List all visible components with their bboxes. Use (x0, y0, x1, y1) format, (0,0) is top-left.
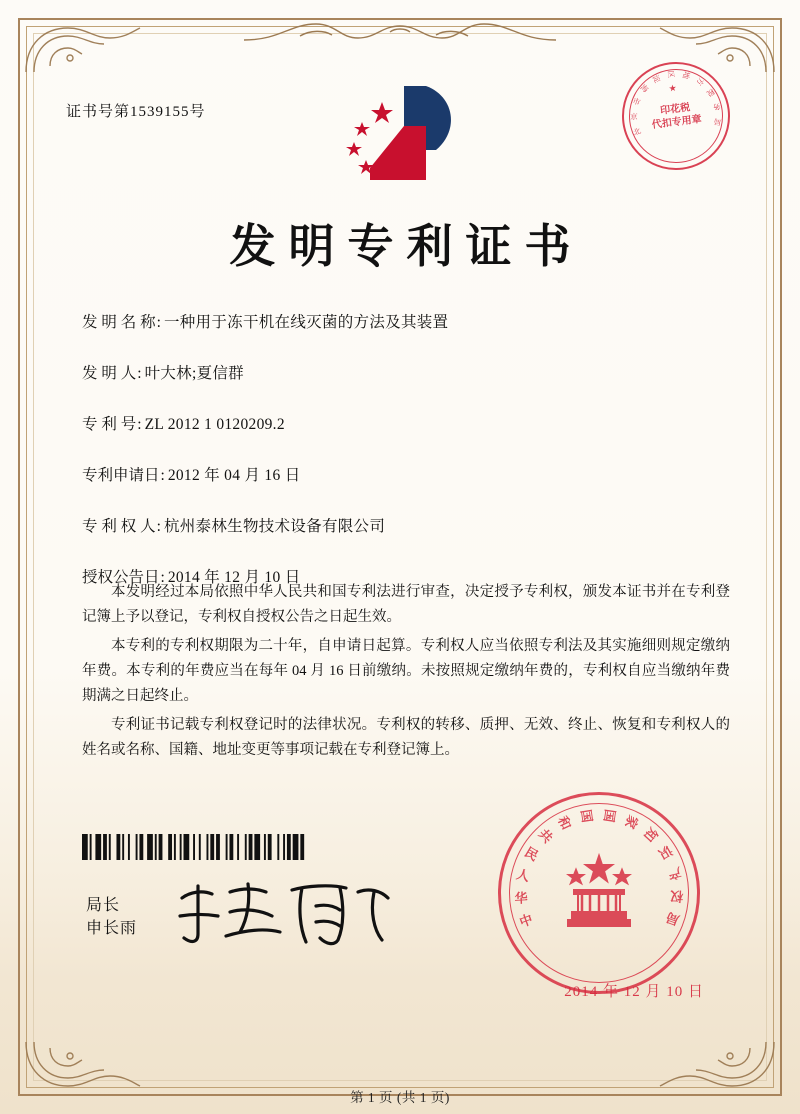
field-label: 专利申请日 (82, 467, 160, 484)
tax-stamp-line1: 印花税 (659, 102, 691, 117)
body-paragraph: 专利证书记载专利权登记时的法律状况。专利权的转移、质押、无效、终止、恢复和专利权人的姓名或名称、国籍、地址变更等事项记载在专利登记簿上。 (82, 717, 730, 758)
signature-block (86, 894, 137, 940)
national-seal (498, 792, 700, 994)
field-label: 授权公告日 (82, 569, 160, 586)
barcode (82, 834, 308, 860)
tax-stamp-star-icon: ★ (667, 82, 678, 94)
field-row (82, 514, 732, 536)
cnipa-logo-icon (330, 80, 470, 190)
field-separator: : (160, 467, 165, 484)
field-label: 发 明 人 (82, 365, 137, 382)
certificate-number: 证书号第1539155号 (66, 104, 206, 120)
field-value: ZL 2012 1 0120209.2 (144, 416, 285, 433)
tax-stamp (616, 56, 736, 176)
signature-title: 局长 (86, 897, 121, 914)
tax-stamp-arc-text: 北 京 市 海 淀 区 地 方 税 务 局 (630, 70, 722, 138)
field-value: 一种用于冻干机在线灭菌的方法及其装置 (163, 314, 449, 331)
field-separator: : (137, 416, 142, 433)
field-value: 2014 年 12 月 10 日 (167, 569, 301, 586)
field-row (82, 463, 732, 485)
page-title: 发明专利证书 (229, 219, 584, 273)
field-separator: : (160, 569, 165, 586)
field-row (82, 310, 732, 332)
field-list (82, 310, 732, 616)
field-value: 叶大林;夏信群 (144, 365, 244, 382)
body-paragraph: 本发明经过本局依照中华人民共和国专利法进行审查，决定授予专利权，颁发本证书并在专利登记簿上予以登记，专利权自授权公告之日起生效。 (82, 584, 730, 625)
field-separator: : (137, 365, 142, 382)
body-paragraph: 本专利的专利权期限为二十年，自申请日起算。专利权人应当依照专利法及其实施细则规定缴纳年费。本专利的年费应当在每年 04 月 16 日前缴纳。未按照规定缴纳年费的，专利权自应当缴纳年费期满之日起终止。 (82, 638, 730, 704)
field-label: 专 利 权 人 (82, 518, 156, 535)
field-separator: : (156, 518, 161, 535)
signature-name: 申长雨 (86, 920, 138, 937)
field-label: 发 明 名 称 (82, 314, 156, 331)
field-label: 专 利 号 (82, 416, 137, 433)
field-value: 杭州泰林生物技术设备有限公司 (163, 518, 386, 535)
field-row (82, 412, 732, 434)
handwritten-signature (168, 872, 398, 952)
page-footer: 第 1 页 (共 1 页) (350, 1090, 450, 1105)
certificate-content (48, 52, 752, 1066)
body-text (82, 580, 730, 767)
top-scroll-ornament (240, 18, 560, 48)
field-separator: : (156, 314, 161, 331)
national-emblem-icon (556, 850, 642, 936)
national-seal-arc-text: 中 华 人 民 共 和 国 国 家 知 识 产 权 局 (514, 808, 684, 930)
field-value: 2012 年 04 月 16 日 (167, 467, 301, 484)
tax-stamp-line2: 代扣专用章 (651, 113, 703, 131)
field-row (82, 361, 732, 383)
seal-date: 2014 年 12 月 10 日 (564, 984, 704, 1000)
